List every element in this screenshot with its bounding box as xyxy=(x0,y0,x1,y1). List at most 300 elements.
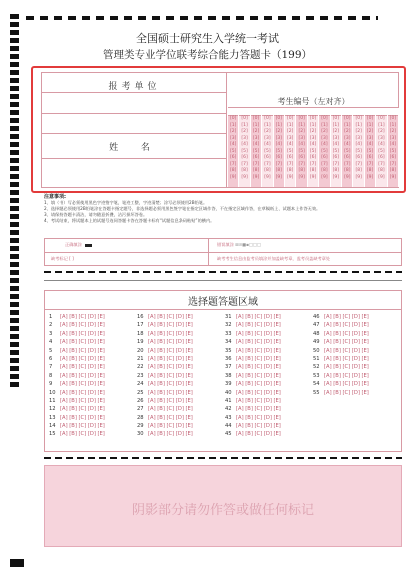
digit-bubble[interactable]: [8] xyxy=(321,168,328,173)
digit-bubble[interactable]: [3] xyxy=(309,135,317,141)
exam-digit-entry-box[interactable] xyxy=(342,108,352,116)
answer-options[interactable]: [A] [B] [C] [D] [E] xyxy=(324,389,369,396)
exam-number-bubble-grid xyxy=(228,107,399,187)
left-timing-marks xyxy=(10,14,20,390)
digit-bubble[interactable]: [2] xyxy=(264,129,271,134)
question-row[interactable] xyxy=(137,363,225,371)
digit-bubble[interactable]: [8] xyxy=(355,168,362,173)
answer-options[interactable]: [A] [B] [C] [D] [E] xyxy=(236,339,281,346)
digit-bubble[interactable]: [1] xyxy=(264,122,271,128)
answer-options[interactable]: [A] [B] [C] [D] [E] xyxy=(236,322,281,329)
answer-options[interactable]: [A] [B] [C] [D] [E] xyxy=(236,397,281,404)
question-row[interactable] xyxy=(49,430,137,438)
digit-bubble[interactable]: [7] xyxy=(378,161,385,167)
digit-bubble[interactable]: [0] xyxy=(344,116,351,121)
digit-bubble[interactable]: [8] xyxy=(230,168,237,173)
question-row[interactable] xyxy=(49,414,137,422)
digit-bubble[interactable]: [8] xyxy=(389,168,397,173)
digit-bubble[interactable]: [7] xyxy=(252,161,260,167)
answer-options[interactable]: [A] [B] [C] [D] [E] xyxy=(148,423,193,430)
digit-bubble[interactable]: [1] xyxy=(287,122,294,128)
answer-options[interactable]: [A] [B] [C] [D] [E] xyxy=(148,414,193,421)
digit-bubble[interactable]: [1] xyxy=(332,122,340,128)
answer-options[interactable]: [A] [B] [C] [D] [E] xyxy=(324,330,369,337)
exam-digit-entry-box[interactable] xyxy=(296,108,306,116)
answer-options[interactable]: [A] [B] [C] [D] [E] xyxy=(60,372,105,379)
digit-bubble[interactable]: [3] xyxy=(355,135,362,141)
question-row[interactable] xyxy=(49,347,137,355)
digit-bubble[interactable]: [6] xyxy=(389,155,397,160)
digit-bubble[interactable]: [0] xyxy=(252,116,260,121)
digit-bubble[interactable]: [0] xyxy=(230,116,237,121)
digit-bubble[interactable]: [9] xyxy=(241,174,248,180)
digit-bubble[interactable]: [5] xyxy=(275,148,283,154)
digit-bubble[interactable]: [3] xyxy=(366,135,374,141)
digit-bubble[interactable]: [0] xyxy=(264,116,271,121)
digit-bubble[interactable]: [6] xyxy=(252,155,260,160)
digit-bubble[interactable]: [7] xyxy=(264,161,271,167)
digit-bubble[interactable]: [8] xyxy=(309,168,317,173)
digit-bubble[interactable]: [7] xyxy=(309,161,317,167)
digit-bubble[interactable]: [3] xyxy=(252,135,260,141)
question-row[interactable] xyxy=(49,389,137,397)
answer-options[interactable]: [A] [B] [C] [D] [E] xyxy=(60,330,105,337)
digit-bubble[interactable]: [0] xyxy=(275,116,283,121)
exam-digit-entry-box[interactable] xyxy=(376,108,386,116)
question-row[interactable] xyxy=(313,389,401,397)
digit-bubble[interactable]: [9] xyxy=(264,174,271,180)
digit-bubble[interactable]: [1] xyxy=(241,122,248,128)
notice-item: 1、填（书）写必须使用黑色字迹签字笔，笔迹工整，字迹清楚；涂写必须使用2B铅笔。 xyxy=(44,200,208,205)
answer-options[interactable]: [A] [B] [C] [D] [E] xyxy=(148,381,193,388)
answer-options[interactable]: [A] [B] [C] [D] [E] xyxy=(324,322,369,329)
digit-bubble[interactable]: [3] xyxy=(378,135,385,141)
question-row[interactable] xyxy=(137,389,225,397)
digit-bubble[interactable]: [1] xyxy=(366,122,374,128)
digit-bubble[interactable]: [8] xyxy=(241,168,248,173)
question-row[interactable] xyxy=(225,397,313,405)
question-row[interactable] xyxy=(137,355,225,363)
question-row[interactable] xyxy=(225,330,313,338)
timing-mark xyxy=(10,350,19,355)
digit-bubble[interactable]: [9] xyxy=(332,174,340,180)
answer-options[interactable]: [A] [B] [C] [D] [E] xyxy=(60,364,105,371)
digit-bubble[interactable]: [8] xyxy=(275,168,283,173)
exam-digit-entry-box[interactable] xyxy=(251,108,261,116)
answer-options[interactable]: [A] [B] [C] [D] [E] xyxy=(60,347,105,354)
digit-bubble[interactable]: [7] xyxy=(355,161,362,167)
digit-bubble[interactable]: [7] xyxy=(366,161,374,167)
answer-options[interactable]: [A] [B] [C] [D] [E] xyxy=(60,423,105,430)
question-row[interactable] xyxy=(49,372,137,380)
question-row[interactable] xyxy=(137,321,225,329)
timing-mark xyxy=(10,310,19,315)
digit-bubble[interactable]: [4] xyxy=(252,142,260,147)
digit-bubble[interactable]: [1] xyxy=(355,122,362,128)
digit-bubble[interactable]: [2] xyxy=(241,129,248,134)
question-row[interactable] xyxy=(137,313,225,321)
question-row[interactable] xyxy=(225,363,313,371)
digit-bubble[interactable]: [9] xyxy=(366,174,374,180)
question-number: 30 xyxy=(137,431,144,438)
digit-bubble[interactable]: [5] xyxy=(298,148,305,154)
digit-bubble[interactable]: [6] xyxy=(264,155,271,160)
digit-bubble[interactable]: [5] xyxy=(321,148,328,154)
digit-bubble[interactable]: [5] xyxy=(287,148,294,154)
question-row[interactable] xyxy=(49,338,137,346)
question-row[interactable] xyxy=(137,422,225,430)
exam-digit-entry-box[interactable] xyxy=(319,108,329,116)
digit-bubble[interactable]: [5] xyxy=(366,148,374,154)
digit-bubble[interactable]: [3] xyxy=(389,135,397,141)
digit-bubble[interactable]: [6] xyxy=(321,155,328,160)
digit-bubble[interactable]: [4] xyxy=(344,142,351,147)
digit-bubble[interactable]: [2] xyxy=(366,129,374,134)
digit-bubble[interactable]: [1] xyxy=(275,122,283,128)
answer-options[interactable]: [A] [B] [C] [D] [E] xyxy=(324,347,369,354)
digit-bubble[interactable]: [5] xyxy=(344,148,351,154)
digit-bubble[interactable]: [0] xyxy=(355,116,362,121)
question-row[interactable] xyxy=(313,355,401,363)
digit-bubble[interactable]: [5] xyxy=(378,148,385,154)
digit-bubble[interactable]: [6] xyxy=(230,155,237,160)
answer-options[interactable]: [A] [B] [C] [D] [E] xyxy=(148,355,193,362)
exam-digit-entry-box[interactable] xyxy=(228,108,238,116)
digit-bubble[interactable]: [5] xyxy=(332,148,340,154)
answer-options[interactable]: [A] [B] [C] [D] [E] xyxy=(236,423,281,430)
question-row[interactable] xyxy=(313,372,401,380)
exam-digit-entry-box[interactable] xyxy=(239,108,249,116)
digit-bubble[interactable]: [4] xyxy=(230,142,237,147)
digit-bubble[interactable]: [4] xyxy=(275,142,283,147)
timing-mark xyxy=(10,286,19,291)
digit-bubble[interactable]: [8] xyxy=(287,168,294,173)
answer-options[interactable]: [A] [B] [C] [D] [E] xyxy=(236,330,281,337)
question-row[interactable] xyxy=(137,414,225,422)
question-row[interactable] xyxy=(225,313,313,321)
digit-bubble[interactable]: [7] xyxy=(321,161,328,167)
answer-options[interactable]: [A] [B] [C] [D] [E] xyxy=(324,364,369,371)
digit-bubble[interactable]: [1] xyxy=(298,122,305,128)
answer-options[interactable]: [A] [B] [C] [D] [E] xyxy=(148,347,193,354)
digit-bubble[interactable]: [6] xyxy=(275,155,283,160)
digit-bubble[interactable]: [6] xyxy=(344,155,351,160)
exam-digit-entry-box[interactable] xyxy=(274,108,284,116)
exam-number-column xyxy=(365,108,376,187)
digit-bubble[interactable]: [2] xyxy=(321,129,328,134)
digit-bubble[interactable]: [9] xyxy=(321,174,328,180)
question-row[interactable] xyxy=(225,430,313,438)
answer-options[interactable]: [A] [B] [C] [D] [E] xyxy=(148,314,193,320)
digit-bubble[interactable]: [5] xyxy=(355,148,362,154)
answer-options[interactable]: [A] [B] [C] [D] [E] xyxy=(236,314,281,320)
digit-bubble[interactable]: [2] xyxy=(287,129,294,134)
digit-bubble[interactable]: [9] xyxy=(378,174,385,180)
digit-bubble[interactable]: [4] xyxy=(366,142,374,147)
digit-bubble[interactable]: [3] xyxy=(344,135,351,141)
answer-options[interactable]: [A] [B] [C] [D] [E] xyxy=(148,397,193,404)
digit-bubble[interactable]: [9] xyxy=(230,174,237,180)
digit-bubble[interactable]: [6] xyxy=(309,155,317,160)
digit-bubble[interactable]: [0] xyxy=(366,116,374,121)
digit-bubble[interactable]: [3] xyxy=(230,135,237,141)
digit-bubble[interactable]: [9] xyxy=(355,174,362,180)
question-row[interactable] xyxy=(313,380,401,388)
digit-bubble[interactable]: [5] xyxy=(230,148,237,154)
answer-options[interactable]: [A] [B] [C] [D] [E] xyxy=(324,381,369,388)
digit-bubble[interactable]: [3] xyxy=(264,135,271,141)
question-row[interactable] xyxy=(49,355,137,363)
answer-options[interactable]: [A] [B] [C] [D] [E] xyxy=(236,364,281,371)
timing-mark xyxy=(10,174,19,179)
answer-options[interactable]: [A] [B] [C] [D] [E] xyxy=(148,431,193,438)
digit-bubble[interactable]: [1] xyxy=(389,122,397,128)
digit-bubble[interactable]: [1] xyxy=(252,122,260,128)
digit-bubble[interactable]: [0] xyxy=(309,116,317,121)
shaded-no-mark-area xyxy=(44,465,402,547)
digit-bubble[interactable]: [6] xyxy=(298,155,305,160)
question-number: 21 xyxy=(137,355,144,362)
question-number: 15 xyxy=(49,431,56,438)
answer-options[interactable]: [A] [B] [C] [D] [E] xyxy=(60,314,105,320)
question-row[interactable] xyxy=(137,338,225,346)
answer-options[interactable]: [A] [B] [C] [D] [E] xyxy=(60,406,105,413)
digit-bubble[interactable]: [1] xyxy=(309,122,317,128)
digit-bubble[interactable]: [3] xyxy=(275,135,283,141)
digit-bubble[interactable]: [5] xyxy=(241,148,248,154)
exam-digit-entry-box[interactable] xyxy=(262,108,272,116)
digit-bubble[interactable]: [9] xyxy=(275,174,283,180)
question-row[interactable] xyxy=(225,321,313,329)
digit-bubble[interactable]: [0] xyxy=(378,116,385,121)
digit-bubble[interactable]: [3] xyxy=(298,135,305,141)
digit-bubble[interactable]: [2] xyxy=(389,129,397,134)
answer-options[interactable]: [A] [B] [C] [D] [E] xyxy=(148,339,193,346)
question-row[interactable] xyxy=(137,430,225,438)
question-row[interactable] xyxy=(313,313,401,321)
question-row[interactable] xyxy=(313,321,401,329)
digit-bubble[interactable]: [1] xyxy=(378,122,385,128)
exam-digit-entry-box[interactable] xyxy=(285,108,295,116)
digit-bubble[interactable]: [8] xyxy=(264,168,271,173)
digit-bubble[interactable]: [0] xyxy=(332,116,340,121)
timing-mark xyxy=(10,70,19,75)
exam-digit-entry-box[interactable] xyxy=(388,108,398,116)
digit-bubble[interactable]: [2] xyxy=(275,129,283,134)
exam-digit-entry-box[interactable] xyxy=(331,108,341,116)
answer-options[interactable]: [A] [B] [C] [D] [E] xyxy=(148,322,193,329)
digit-bubble[interactable]: [0] xyxy=(321,116,328,121)
digit-bubble[interactable]: [7] xyxy=(275,161,283,167)
digit-bubble[interactable]: [1] xyxy=(230,122,237,128)
question-number: 52 xyxy=(313,364,320,371)
digit-bubble[interactable]: [5] xyxy=(264,148,271,154)
digit-bubble[interactable]: [3] xyxy=(321,135,328,141)
question-row[interactable] xyxy=(225,380,313,388)
digit-bubble[interactable]: [7] xyxy=(298,161,305,167)
digit-bubble[interactable]: [7] xyxy=(287,161,294,167)
digit-bubble[interactable]: [2] xyxy=(378,129,385,134)
digit-bubble[interactable]: [8] xyxy=(332,168,340,173)
question-row[interactable] xyxy=(137,380,225,388)
question-row[interactable] xyxy=(137,372,225,380)
answer-options[interactable]: [A] [B] [C] [D] [E] xyxy=(60,414,105,421)
question-row[interactable] xyxy=(313,330,401,338)
question-row[interactable] xyxy=(225,338,313,346)
digit-bubble[interactable]: [9] xyxy=(252,174,260,180)
answer-options[interactable]: [A] [B] [C] [D] [E] xyxy=(324,372,369,379)
digit-bubble[interactable]: [7] xyxy=(389,161,397,167)
answer-options[interactable]: [A] [B] [C] [D] [E] xyxy=(236,431,281,438)
digit-bubble[interactable]: [3] xyxy=(241,135,248,141)
digit-bubble[interactable]: [4] xyxy=(298,142,305,147)
digit-bubble[interactable]: [5] xyxy=(252,148,260,154)
digit-bubble[interactable]: [8] xyxy=(366,168,374,173)
answer-options[interactable]: [A] [B] [C] [D] [E] xyxy=(236,347,281,354)
digit-bubble[interactable]: [0] xyxy=(241,116,248,121)
digit-bubble[interactable]: [7] xyxy=(332,161,340,167)
exam-digit-entry-box[interactable] xyxy=(365,108,375,116)
digit-bubble[interactable]: [1] xyxy=(321,122,328,128)
digit-bubble[interactable]: [2] xyxy=(344,129,351,134)
digit-bubble[interactable]: [4] xyxy=(309,142,317,147)
answer-options[interactable]: [A] [B] [C] [D] [E] xyxy=(148,372,193,379)
question-row[interactable] xyxy=(225,347,313,355)
digit-bubble[interactable]: [4] xyxy=(241,142,248,147)
question-number: 40 xyxy=(225,389,232,396)
answer-options[interactable]: [A] [B] [C] [D] [E] xyxy=(236,355,281,362)
answer-options[interactable]: [A] [B] [C] [D] [E] xyxy=(324,339,369,346)
question-number: 28 xyxy=(137,414,144,421)
digit-bubble[interactable]: [8] xyxy=(378,168,385,173)
digit-bubble[interactable]: [3] xyxy=(287,135,294,141)
question-row[interactable] xyxy=(49,422,137,430)
absent-mark-field[interactable] xyxy=(51,256,74,262)
question-row[interactable] xyxy=(313,363,401,371)
digit-bubble[interactable]: [4] xyxy=(332,142,340,147)
digit-bubble[interactable]: [0] xyxy=(287,116,294,121)
timing-mark xyxy=(10,182,19,187)
digit-bubble[interactable]: [6] xyxy=(355,155,362,160)
answer-options[interactable]: [A] [B] [C] [D] [E] xyxy=(60,339,105,346)
answer-options[interactable]: [A] [B] [C] [D] [E] xyxy=(324,355,369,362)
digit-bubble[interactable]: [6] xyxy=(366,155,374,160)
digit-bubble[interactable]: [0] xyxy=(389,116,397,121)
digit-bubble[interactable]: [0] xyxy=(298,116,305,121)
answer-options[interactable]: [A] [B] [C] [D] [E] xyxy=(236,381,281,388)
digit-bubble[interactable]: [9] xyxy=(389,174,397,180)
question-row[interactable] xyxy=(137,330,225,338)
answer-options[interactable]: [A] [B] [C] [D] [E] xyxy=(324,314,369,320)
timing-mark xyxy=(10,14,19,19)
answer-options[interactable]: [A] [B] [C] [D] [E] xyxy=(148,330,193,337)
digit-bubble[interactable]: [2] xyxy=(332,129,340,134)
digit-bubble[interactable]: [8] xyxy=(298,168,305,173)
digit-bubble[interactable]: [9] xyxy=(344,174,351,180)
digit-bubble[interactable]: [7] xyxy=(241,161,248,167)
correct-fill-label: 正确填涂 xyxy=(65,242,82,247)
digit-bubble[interactable]: [2] xyxy=(230,129,237,134)
question-row[interactable] xyxy=(225,414,313,422)
question-row[interactable] xyxy=(313,347,401,355)
question-number: 8 xyxy=(49,372,53,379)
digit-bubble[interactable]: [4] xyxy=(389,142,397,147)
digit-bubble[interactable]: [9] xyxy=(287,174,294,180)
exam-digit-entry-box[interactable] xyxy=(308,108,318,116)
answer-options[interactable]: [A] [B] [C] [D] [E] xyxy=(60,431,105,438)
exam-digit-entry-box[interactable] xyxy=(353,108,363,116)
digit-bubble[interactable]: [2] xyxy=(355,129,362,134)
digit-bubble[interactable]: [6] xyxy=(378,155,385,160)
answer-options[interactable]: [A] [B] [C] [D] [E] xyxy=(236,406,281,413)
question-row[interactable] xyxy=(225,355,313,363)
answer-options[interactable]: [A] [B] [C] [D] [E] xyxy=(60,322,105,329)
digit-bubble[interactable]: [6] xyxy=(287,155,294,160)
question-row[interactable] xyxy=(49,405,137,413)
answer-options[interactable]: [A] [B] [C] [D] [E] xyxy=(148,389,193,396)
question-row[interactable] xyxy=(313,338,401,346)
question-row[interactable] xyxy=(49,363,137,371)
answer-options[interactable]: [A] [B] [C] [D] [E] xyxy=(60,397,105,404)
question-row[interactable] xyxy=(49,397,137,405)
answer-options[interactable]: [A] [B] [C] [D] [E] xyxy=(60,381,105,388)
digit-bubble[interactable]: [8] xyxy=(344,168,351,173)
question-row[interactable] xyxy=(137,405,225,413)
divider xyxy=(42,92,227,93)
digit-bubble[interactable]: [7] xyxy=(344,161,351,167)
question-row[interactable] xyxy=(137,347,225,355)
question-row[interactable] xyxy=(225,389,313,397)
digit-bubble[interactable]: [9] xyxy=(298,174,305,180)
digit-bubble[interactable]: [2] xyxy=(309,129,317,134)
digit-bubble[interactable]: [4] xyxy=(264,142,271,147)
question-row[interactable] xyxy=(225,405,313,413)
answer-options[interactable]: [A] [B] [C] [D] [E] xyxy=(148,406,193,413)
digit-bubble[interactable]: [1] xyxy=(344,122,351,128)
digit-bubble[interactable]: [2] xyxy=(252,129,260,134)
digit-bubble[interactable]: [8] xyxy=(252,168,260,173)
answer-options[interactable]: [A] [B] [C] [D] [E] xyxy=(236,372,281,379)
digit-bubble[interactable]: [4] xyxy=(355,142,362,147)
digit-bubble[interactable]: [9] xyxy=(309,174,317,180)
digit-bubble[interactable]: [6] xyxy=(332,155,340,160)
answer-options[interactable]: [A] [B] [C] [D] [E] xyxy=(60,355,105,362)
question-row[interactable] xyxy=(49,380,137,388)
question-row[interactable] xyxy=(225,422,313,430)
digit-bubble[interactable]: [7] xyxy=(230,161,237,167)
question-number: 54 xyxy=(313,381,320,388)
question-number: 39 xyxy=(225,381,232,388)
digit-bubble[interactable]: [3] xyxy=(332,135,340,141)
digit-bubble[interactable]: [4] xyxy=(287,142,294,147)
answer-options[interactable]: [A] [B] [C] [D] [E] xyxy=(60,389,105,396)
question-row[interactable] xyxy=(49,330,137,338)
answer-options[interactable]: [A] [B] [C] [D] [E] xyxy=(148,364,193,371)
digit-bubble[interactable]: [6] xyxy=(241,155,248,160)
digit-bubble[interactable]: [4] xyxy=(321,142,328,147)
digit-bubble[interactable]: [5] xyxy=(389,148,397,154)
question-row[interactable] xyxy=(49,321,137,329)
answer-area-title: 选择题答题区域 xyxy=(188,297,258,308)
digit-bubble[interactable]: [4] xyxy=(378,142,385,147)
question-row[interactable] xyxy=(225,372,313,380)
question-row[interactable] xyxy=(137,397,225,405)
answer-options[interactable]: [A] [B] [C] [D] [E] xyxy=(236,414,281,421)
digit-bubble[interactable]: [5] xyxy=(309,148,317,154)
answer-options[interactable]: [A] [B] [C] [D] [E] xyxy=(236,389,281,396)
question-row[interactable] xyxy=(49,313,137,321)
digit-bubble[interactable]: [2] xyxy=(298,129,305,134)
